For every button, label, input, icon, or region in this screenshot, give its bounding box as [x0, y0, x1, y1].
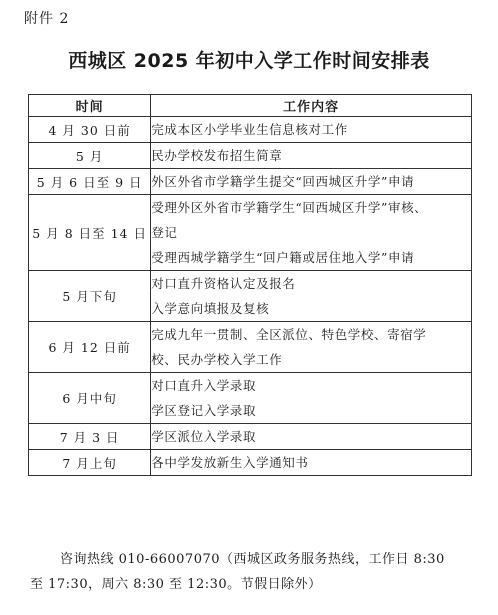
row-content	[151, 322, 472, 373]
table-row	[29, 424, 472, 450]
table-row	[29, 271, 472, 322]
row-content	[151, 195, 472, 271]
row-time: 6 月中旬	[29, 373, 151, 424]
content-line: 受理西城学籍学生“回户籍或居住地入学”申请	[151, 250, 415, 265]
content-line: 登记	[151, 225, 178, 240]
table-row	[29, 195, 472, 271]
hotline-line-1: 咨询热线 010-66007070（西城区政务服务热线，工作日 8:30	[60, 552, 445, 567]
row-time: 5 月 8 日至 14 日	[29, 195, 151, 271]
row-content	[151, 271, 472, 322]
schedule-table	[28, 94, 472, 476]
content-line: 各中学发放新生入学通知书	[151, 455, 309, 470]
column-header-content: 工作内容	[151, 95, 472, 117]
table-row	[29, 373, 472, 424]
row-time: 7 月 3 日	[29, 424, 151, 450]
row-content	[151, 169, 472, 195]
hotline-note	[30, 547, 470, 597]
table-row	[29, 322, 472, 373]
page-title: 西城区 2025 年初中入学工作时间安排表	[68, 50, 430, 72]
content-line: 完成本区小学毕业生信息核对工作	[151, 122, 348, 137]
row-content	[151, 143, 472, 169]
row-content	[151, 450, 472, 476]
content-line: 对口直升入学录取	[151, 378, 257, 393]
table-row	[29, 450, 472, 476]
row-time: 7 月上旬	[29, 450, 151, 476]
content-line: 外区外省市学籍学生提交“回西城区升学”申请	[151, 174, 415, 189]
content-line: 受理外区外省市学籍学生“回西城区升学”审核、	[151, 200, 428, 215]
hotline-line-2: 至 17:30，周六 8:30 至 12:30。节假日除外）	[30, 577, 322, 592]
row-time: 6 月 12 日前	[29, 322, 151, 373]
content-line: 民办学校发布招生简章	[151, 148, 283, 163]
row-content	[151, 117, 472, 143]
content-line: 完成九年一贯制、全区派位、特色学校、寄宿学	[151, 327, 427, 342]
table-header-row	[29, 95, 472, 117]
row-content	[151, 424, 472, 450]
row-content	[151, 373, 472, 424]
attachment-label: 附件 2	[24, 11, 70, 27]
table-row	[29, 117, 472, 143]
row-time: 5 月	[29, 143, 151, 169]
content-line: 学区派位入学录取	[151, 429, 257, 444]
column-header-time: 时间	[29, 95, 151, 117]
content-line: 学区登记入学录取	[151, 403, 257, 418]
table-row	[29, 169, 472, 195]
table-row	[29, 143, 472, 169]
content-line: 对口直升资格认定及报名	[151, 276, 296, 291]
row-time: 5 月 6 日至 9 日	[29, 169, 151, 195]
content-line: 校、民办学校入学工作	[151, 352, 283, 367]
row-time: 5 月下旬	[29, 271, 151, 322]
content-line: 入学意向填报及复核	[151, 301, 270, 316]
row-time: 4 月 30 日前	[29, 117, 151, 143]
